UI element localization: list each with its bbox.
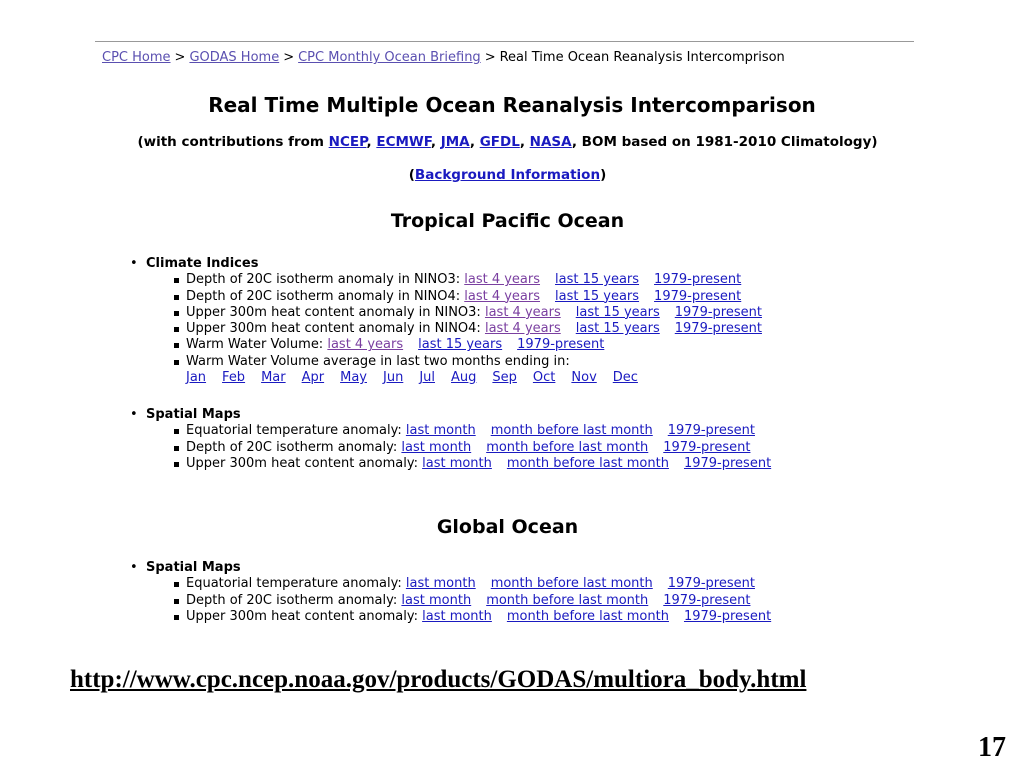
contributions-suffix: , BOM based on 1981-2010 Climatology) xyxy=(571,134,878,150)
global-ocean-heading: Global Ocean xyxy=(436,516,579,538)
link-1979-present[interactable]: 1979-present xyxy=(654,272,742,288)
month-link-nov[interactable]: Nov xyxy=(571,370,597,386)
link-last-month[interactable]: last month xyxy=(401,439,472,455)
breadcrumb-cpc-home[interactable]: CPC Home xyxy=(102,50,171,65)
month-link-aug[interactable]: Aug xyxy=(451,370,477,386)
list-item xyxy=(130,440,786,456)
breadcrumb-cpc-monthly-ocean-briefing[interactable]: CPC Monthly Ocean Briefing xyxy=(298,50,481,65)
tropical-pacific-heading: Tropical Pacific Ocean xyxy=(390,210,625,232)
link-last-month[interactable]: last month xyxy=(422,455,492,471)
top-divider xyxy=(95,41,914,42)
list-item xyxy=(130,289,777,305)
link-ncep[interactable]: NCEP xyxy=(328,134,367,150)
breadcrumb-separator: > xyxy=(283,50,295,65)
link-month-before-last-month[interactable]: month before last month xyxy=(486,592,649,608)
list-item xyxy=(130,423,786,439)
page-title: Real Time Multiple Ocean Reanalysis Intercomparison xyxy=(208,93,816,117)
link-1979-present[interactable]: 1979-present xyxy=(517,337,605,353)
link-gfdl[interactable]: GFDL xyxy=(479,134,520,150)
link-last-month[interactable]: last month xyxy=(405,423,476,439)
item-label: Depth of 20C isotherm anomaly: xyxy=(186,592,398,608)
list-item xyxy=(130,337,777,353)
link-last-month[interactable]: last month xyxy=(405,576,476,592)
link-last-4-years[interactable]: last 4 years xyxy=(464,272,541,288)
global-spatial-maps-section xyxy=(130,560,786,625)
background-information-link[interactable]: Background Information xyxy=(414,167,601,183)
item-label: Depth of 20C isotherm anomaly: xyxy=(186,439,398,455)
item-label: Equatorial temperature anomaly: xyxy=(186,576,402,592)
breadcrumb-separator: > xyxy=(174,50,186,65)
item-label: Upper 300m heat content anomaly in NINO3: xyxy=(186,304,481,320)
link-1979-present[interactable]: 1979-present xyxy=(663,592,751,608)
list-item xyxy=(130,272,777,288)
list-item xyxy=(130,354,777,370)
link-1979-present[interactable]: 1979-present xyxy=(674,321,762,337)
link-last-15-years[interactable]: last 15 years xyxy=(575,304,660,320)
link-nasa[interactable]: NASA xyxy=(529,134,572,150)
item-label: Warm Water Volume: xyxy=(186,337,324,353)
breadcrumb xyxy=(102,50,785,65)
link-month-before-last-month[interactable]: month before last month xyxy=(506,608,669,624)
month-link-apr[interactable]: Apr xyxy=(301,370,325,386)
month-link-sep[interactable]: Sep xyxy=(492,370,517,386)
link-last-month[interactable]: last month xyxy=(422,608,492,624)
month-link-jul[interactable]: Jul xyxy=(419,370,435,386)
month-link-feb[interactable]: Feb xyxy=(222,370,246,386)
item-label: Upper 300m heat content anomaly in NINO4: xyxy=(186,321,481,337)
item-label: Upper 300m heat content anomaly: xyxy=(186,608,418,624)
month-link-jan[interactable]: Jan xyxy=(186,370,207,386)
spatial-maps-label: • Spatial Maps xyxy=(130,407,786,423)
item-label: Warm Water Volume average in last two months ending in: xyxy=(186,353,570,369)
link-1979-present[interactable]: 1979-present xyxy=(667,576,755,592)
month-link-jun[interactable]: Jun xyxy=(383,370,404,386)
link-last-4-years[interactable]: last 4 years xyxy=(464,288,541,304)
link-last-15-years[interactable]: last 15 years xyxy=(418,337,503,353)
list-item xyxy=(130,576,786,592)
month-link-mar[interactable]: Mar xyxy=(261,370,286,386)
breadcrumb-current: Real Time Ocean Reanalysis Intercomprison xyxy=(499,50,785,65)
item-label: Depth of 20C isotherm anomaly in NINO4: xyxy=(186,288,461,304)
link-1979-present[interactable]: 1979-present xyxy=(667,423,755,439)
link-1979-present[interactable]: 1979-present xyxy=(663,439,751,455)
link-1979-present[interactable]: 1979-present xyxy=(683,455,772,471)
climate-indices-label: • Climate Indices xyxy=(130,256,777,272)
link-1979-present[interactable]: 1979-present xyxy=(683,608,772,624)
page-number: 17 xyxy=(978,732,1006,763)
link-1979-present[interactable]: 1979-present xyxy=(674,304,762,320)
month-link-may[interactable]: May xyxy=(340,370,367,386)
list-item xyxy=(130,321,777,337)
list-item xyxy=(130,609,786,625)
link-month-before-last-month[interactable]: month before last month xyxy=(490,423,653,439)
link-last-4-years[interactable]: last 4 years xyxy=(327,337,404,353)
link-month-before-last-month[interactable]: month before last month xyxy=(490,576,653,592)
month-link-dec[interactable]: Dec xyxy=(612,370,638,386)
month-link-oct[interactable]: Oct xyxy=(532,370,556,386)
list-item xyxy=(130,593,786,609)
link-jma[interactable]: JMA xyxy=(440,134,470,150)
link-last-4-years[interactable]: last 4 years xyxy=(484,321,561,337)
climate-indices-section xyxy=(130,256,777,386)
link-last-15-years[interactable]: last 15 years xyxy=(555,272,640,288)
link-month-before-last-month[interactable]: month before last month xyxy=(506,455,669,471)
item-label: Upper 300m heat content anomaly: xyxy=(186,455,418,471)
link-last-15-years[interactable]: last 15 years xyxy=(575,321,660,337)
link-ecmwf[interactable]: ECMWF xyxy=(376,134,431,150)
link-last-4-years[interactable]: last 4 years xyxy=(484,304,561,320)
source-url[interactable]: http://www.cpc.ncep.noaa.gov/products/GODAS/multiora_body.html xyxy=(70,666,807,693)
months-row xyxy=(130,370,777,386)
breadcrumb-godas-home[interactable]: GODAS Home xyxy=(189,50,280,65)
spatial-maps-label: • Spatial Maps xyxy=(130,560,786,576)
background-info-line: (Background Information) xyxy=(408,167,607,183)
link-1979-present[interactable]: 1979-present xyxy=(654,288,742,304)
item-label: Depth of 20C isotherm anomaly in NINO3: xyxy=(186,272,461,288)
link-last-15-years[interactable]: last 15 years xyxy=(555,288,640,304)
link-last-month[interactable]: last month xyxy=(401,592,472,608)
list-item xyxy=(130,305,777,321)
tropical-spatial-maps-section xyxy=(130,407,786,472)
contributions-line: (with contributions from NCEP, ECMWF, JMA, GFDL, NASA, BOM based on 1981-2010 Climatology) xyxy=(137,134,878,150)
item-label: Equatorial temperature anomaly: xyxy=(186,423,402,439)
breadcrumb-separator: > xyxy=(484,50,496,65)
link-month-before-last-month[interactable]: month before last month xyxy=(486,439,649,455)
list-item xyxy=(130,456,786,472)
contributions-prefix: (with contributions from xyxy=(137,134,324,150)
